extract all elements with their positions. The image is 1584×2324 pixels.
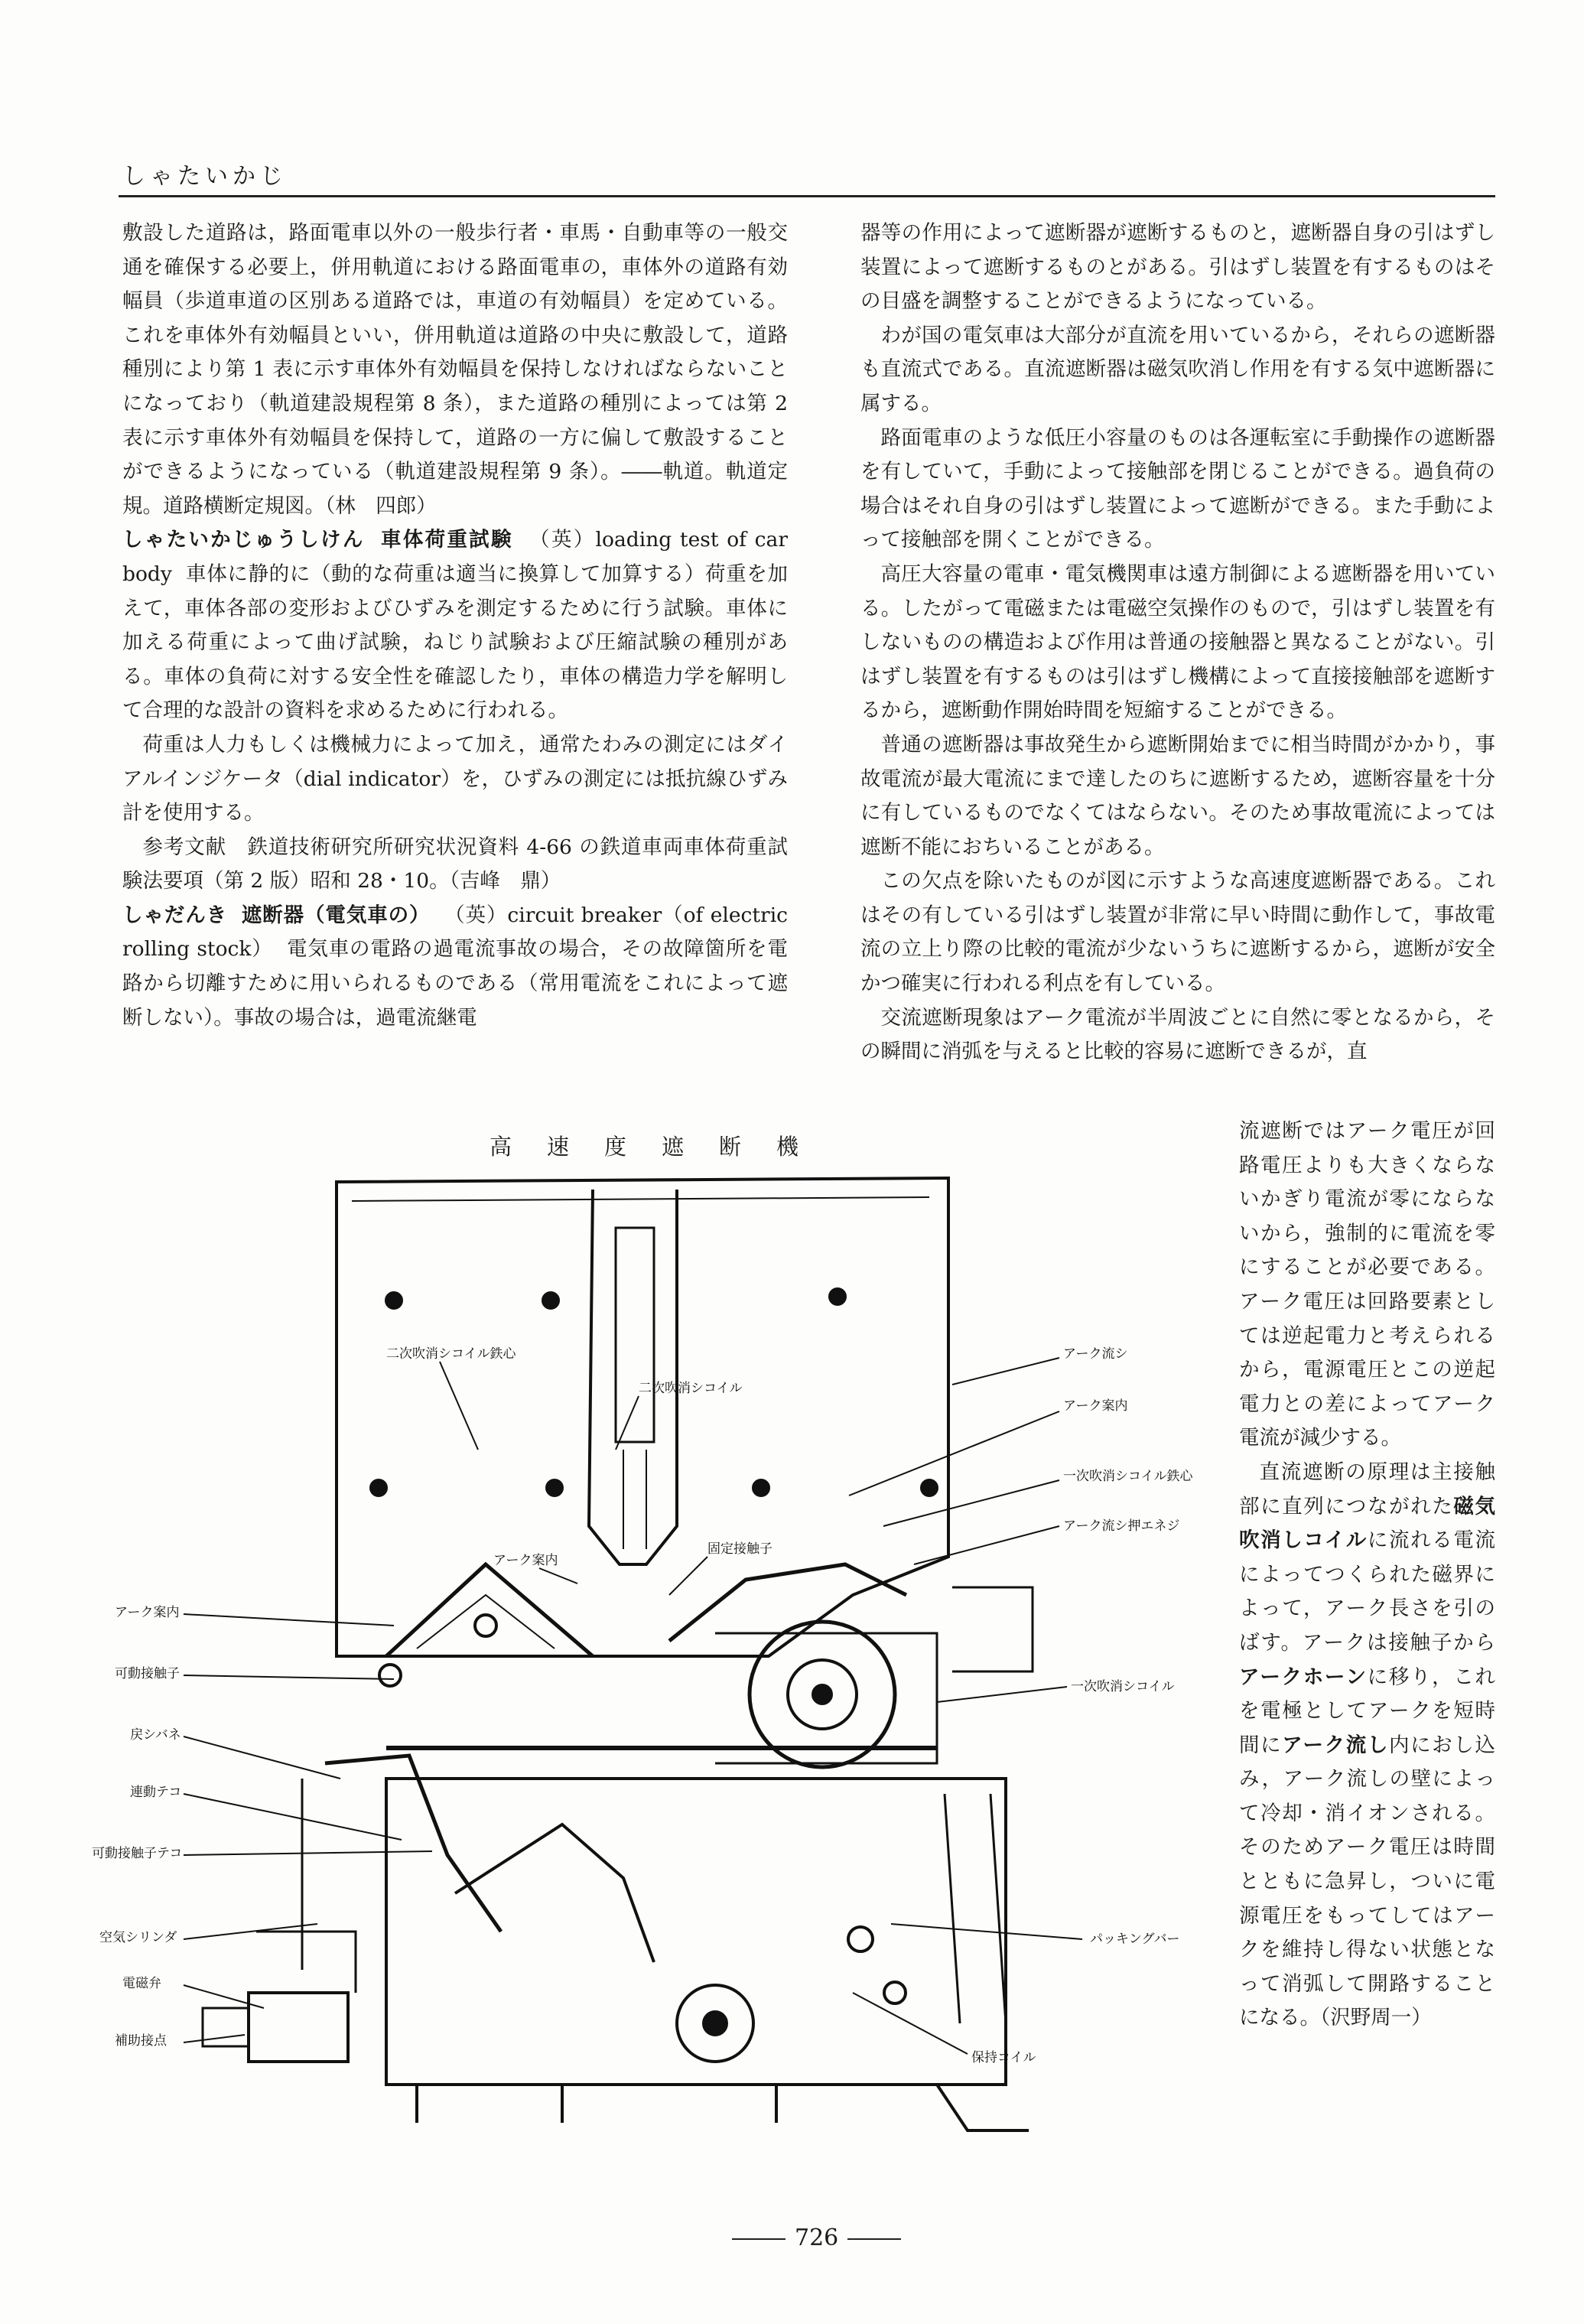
headword: しゃだんき (122, 903, 228, 927)
label-arc-guide: アーク案内 (1063, 1398, 1128, 1414)
label-arc-guide-left: アーク案内 (115, 1605, 180, 1620)
label-magnet-valve: 電磁弁 (122, 1976, 161, 1991)
paragraph: 荷重は人力もしくは機械力によって加え，通常たわみの測定にはダイアルインジケータ（dial indicator）を，ひずみの測定には抵抗線ひずみ計を使用する。 (122, 732, 788, 825)
text-run: に流れる電流によってつくられた磁界によって，アーク長さを引のばす。アークは接触子から (1239, 1528, 1495, 1655)
circuit-breaker-figure (88, 1167, 1235, 2169)
paragraph: 流遮断ではアーク電圧が回路電圧よりも大きくならないかぎり電流が零にならないから，強制的に電流を零にすることが必要である。アーク電圧は回路要素としては逆起電力と考えられるから，電源電圧とこの逆起電力との差によってアーク電流が減少する。 (1239, 1119, 1495, 1450)
label-primary-coil: 一次吹消シコイル (1071, 1679, 1175, 1694)
label-primary-coil-core: 一次吹消シコイル鉄心 (1063, 1469, 1193, 1484)
entry-header (122, 899, 788, 1035)
paragraph: 高圧大容量の電車・電気機関車は遠方制御による遮断器を用いている。したがって電磁または電磁空気操作のもので，引はずし装置を有しないものの構造および作用は普通の接触器と異なることがない。引はずし装置を有するものは引はずし機構によって直接接触部を遮断するから，遮断動作開始時間を短縮することができる。 (860, 561, 1495, 723)
headword: しゃたいかじゅうしけん (122, 528, 365, 552)
paragraph: 車体に静的に（動的な荷重は適当に換算して加算する）荷重を加えて，車体各部の変形およびひずみを測定するために行う試験。車体に加える荷重によって曲げ試験，ねじり試験および圧縮試験の種別がある。車体の負荷に対する安全性を確認したり，車体の構造力学を解明して合理的な設計の資料を求めるために行われる。 (122, 561, 788, 723)
label-arc-chute: アーク流シ (1063, 1346, 1128, 1362)
paragraph: 敷設した道路は，路面電車以外の一般歩行者・車馬・自動車等の一般交通を確保する必要上，併用軌道における路面電車の，車体外の道路有効幅員（歩道車道の区別ある道路では，車道の有効幅員）を定めている。これを車体外有効幅員といい，併用軌道は道路の中央に敷設して，道路種別により第 1 表に示す車体外有効幅員を保持しなければならないことになっており（軌道建設規程第 8 条），また道路の種別によっては第 2 表に示す車体外有効幅員を保持して，道路の一方に偏して敷設することができるようになっている（軌道建設規程第 9 条）。――軌道。軌道定規。道路横断定規図。（林 四郎） (122, 221, 788, 518)
label-secondary-coil-core: 二次吹消シコイル鉄心 (386, 1346, 516, 1362)
paragraph: この欠点を除いたものが図に示すような高速度遮断器である。これはその有している引はずし装置が非常に早い時間に動作して，事故電流の立上り際の比較的電流が少ないうちに遮断するから，遮断が安全かつ確実に行われる利点を有している。 (860, 869, 1495, 996)
paragraph: わが国の電気車は大部分が直流を用いているから，それらの遮断器も直流式である。直流遮断器は磁気吹消し作用を有する気中遮断器に属する。 (860, 323, 1495, 415)
paragraph: 交流遮断現象はアーク電流が半周波ごとに自然に零となるから，その瞬間に消弧を与えると比較的容易に遮断できるが，直 (860, 1005, 1495, 1064)
page-number (723, 2225, 910, 2251)
narrow-column (1239, 1115, 1495, 2036)
label-holding-coil: 保持コイル (971, 2050, 1036, 2065)
entry-english: （英）loading test of car body (122, 528, 788, 586)
bold-term: アーク流し (1282, 1733, 1390, 1757)
paragraph: 路面電車のような低圧小容量のものは各運転室に手動操作の遮断器を有していて，手動によって接触部を閉じることができる。過負荷の場合はそれ自身の引はずし装置によって遮断ができる。また手動によって接触部を開くことができる。 (860, 425, 1495, 552)
paragraph (1239, 1456, 1495, 2036)
text-run: 直流遮断の原理は主接触部に直列につながれた (1239, 1460, 1495, 1518)
label-air-cylinder: 空気シリンダ (99, 1930, 177, 1945)
label-packing-bar: パッキングバー (1090, 1932, 1180, 1947)
references: 参考文献 鉄道技術研究所研究状況資料 4-66 の鉄道車両車体荷重試験法要項（第 2 版）昭和 28・10。（吉峰 鼎） (122, 835, 788, 893)
entry-english: （英）circuit breaker（of electric rolling stock） (122, 903, 789, 962)
left-column (122, 216, 788, 1035)
label-movable-contact: 可動接触子 (115, 1666, 180, 1681)
paragraph: 電気車の電路の過電流事故の場合，その故障箇所を電路から切離すために用いられるものである（常用電流をこれによって遮断しない）。事故の場合は，過電流継電 (122, 937, 788, 1030)
figure-title: 高速度遮断機 (490, 1134, 834, 1160)
text-run: 内におし込み，アーク流しの壁によって冷却・消イオンされる。そのためアーク電圧は時間とともに急昇し，ついに電源電圧をもってしてはアークを維持し得ない状態となって消弧して開路することになる。（沢野周一） (1239, 1733, 1495, 2030)
entry-term: 車体荷重試験 (381, 528, 513, 552)
header-rule (119, 195, 1495, 197)
label-arc-guide-center: アーク案内 (493, 1553, 558, 1568)
bold-term: アークホーン (1239, 1665, 1368, 1689)
running-head: しゃたいかじ (122, 163, 288, 190)
label-aux-contact: 補助接点 (115, 2033, 167, 2049)
label-arc-chute-press: アーク流シ押エネジ (1063, 1518, 1180, 1534)
paragraph: 器等の作用によって遮断器が遮断するものと，遮断器自身の引はずし装置によって遮断するものとがある。引はずし装置を有するものはその目盛を調整することができるようになっている。 (860, 221, 1495, 314)
dash-left (732, 2238, 785, 2240)
entry-header (122, 523, 788, 728)
label-fixed-contact: 固定接触子 (707, 1541, 772, 1557)
label-interlock-lever: 連動テコ (130, 1785, 182, 1800)
right-column (860, 216, 1495, 1069)
paragraph: 普通の遮断器は事故発生から遮断開始までに相当時間がかかり，事故電流が最大電流にまで達したのちに遮断するため，遮断容量を十分に有しているものでなくてはならない。そのため事故電流によっては遮断不能におちいることがある。 (860, 732, 1495, 859)
bold-term: 磁気吹消しコイル (1239, 1494, 1495, 1553)
entry-term: 遮断器（電気車の） (241, 903, 431, 927)
label-secondary-coil: 二次吹消シコイル (639, 1381, 743, 1396)
label-return-spring: 戻シバネ (130, 1727, 181, 1743)
page-number-text: 726 (795, 2225, 839, 2251)
label-movable-contact-lever: 可動接触子テコ (92, 1846, 183, 1861)
dash-right (847, 2238, 901, 2240)
text-run: に移り，これを電極としてアークを短時間に (1239, 1665, 1495, 1757)
